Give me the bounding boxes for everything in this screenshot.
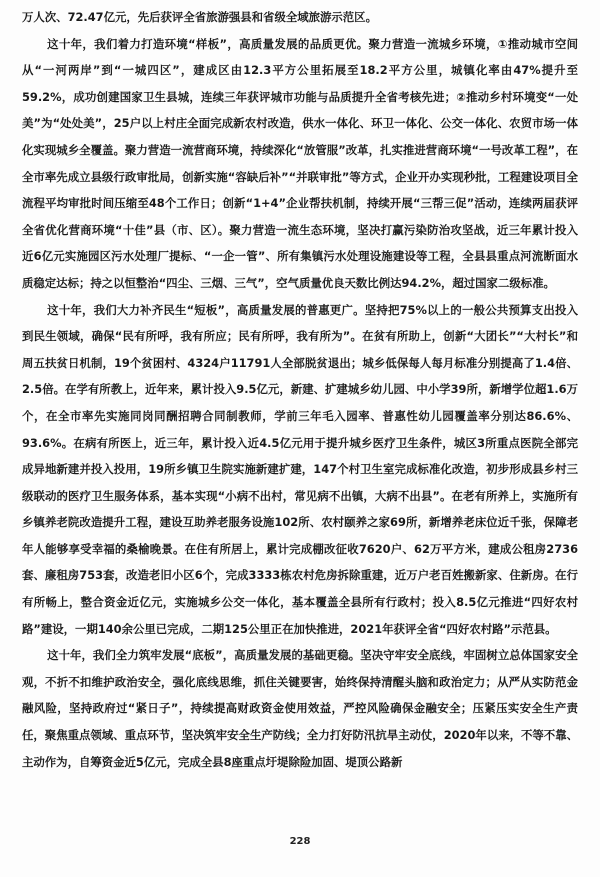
paragraph-environment: 这十年，我们着力打造环境“样板”，高质量发展的品质更优。聚力营造一流城乡环境，①推动城市空间从“一河两岸”到“一城四区”，建成区由12.3平方公里拓展至18.2平方公里，城镇化率由47%提升至59.2%，成功创建国家卫生县城，连续三年获评城市功能与品质提升全省考核先进；②推动乡村环境变“一处美”为“处处美”，25户以上村庄全面完成新农村改造，供水一体化、环卫一体化、公交一体化、农贸市场一体化实现城乡全覆盖。聚力营造一流营商环境，持续深化“放管服”改革，扎实推进营商环境“一号改革工程”，在全市率先成立县级行政审批局，创新实施“容缺后补”“并联审批”等方式，企业开办实现秒批，工程建设项目全流程平均审批时间压缩至48个工作日；创新“1+4”企业帮扶机制，持续开展“三帮三促”活动，连续两届获评全省优化营商环境“十佳”县（市、区）。聚力营造一流生态环境，坚决打赢污染防治攻坚战，近三年累计投入近6亿元实施园区污水处理厂提标、“一企一管”、所有集镇污水处理设施建设等工程，全县县重点河流断面水质稳定达标；持之以恒整治“四尘、三烟、三气”，空气质量优良天数比例达94.2%，超过国家二级标准。 — [22, 36, 578, 290]
paragraph-livelihood: 这十年，我们大力补齐民生“短板”，高质量发展的普惠更广。坚持把75%以上的一般公共预算支出投入到民生领域，确保“民有所呼，我有所应；民有所呼，我有所为”。在贫有所助上，创新“大团长”“大村长”和周五扶贫日机制，19个贫困村、4324户11791人全部脱贫退出；城乡低保每人每月标准分别提高了1.4倍、2.5倍。在学有所教上，近年来，累计投入9.5亿元，新建、扩建城乡幼儿园、中小学39所，新增学位超1.6万个，在全市率先实施同岗同酬招聘合同制教师，学前三年毛入园率、普惠性幼儿园覆盖率分别达86.6%、93.6%。在病有所医上，近三年，累计投入近4.5亿元用于提升城乡医疗卫生条件，城区3所重点医院全部完成异地新建并投入投用，19所乡镇卫生院实施新建扩建，147个村卫生室完成标准化改造，初步形成县乡村三级联动的医疗卫生服务体系，基本实现“小病不出村，常见病不出镇，大病不出县”。在老有所养上，实施所有乡镇养老院改造提升工程，建设互助养老服务设施102所、农村颐养之家69所，新增养老床位近千张，保障老年人能够享受幸福的桑榆晚景。在住有所居上，累计完成棚改征收7620户、62万平方米，建成公租房2736套、廉租房753套，改造老旧小区6个，完成3333栋农村危房拆除重建，近万户老百姓搬新家、住新房。在行有所畅上，整合资金近亿元，实施城乡公交一体化，基本覆盖全县所有行政村；投入8.5亿元推进“四好农村路”建设，一期140余公里已完成，二期125公里正在加快推进，2021年获评全省“四好农村路”示范县。 — [22, 302, 578, 636]
body-text — [22, 4, 578, 775]
page-number: 228 — [289, 836, 311, 847]
paragraph-continuation: 万人次、72.47亿元，先后获评全省旅游强县和省级全域旅游示范区。 — [22, 10, 377, 24]
paragraph-foundation: 这十年，我们全力筑牢发展“底板”，高质量发展的基础更稳。坚决守牢安全底线，牢固树立总体国家安全观，不折不扣维护政治安全，强化底线思维，抓住关键要害，始终保持清醒头脑和政治定力；从严从实防范金融风险，坚持政府过“紧日子”，持续提高财政资金使用效益，严控风险确保金融安全；压紧压实安全生产责任，聚焦重点领域、重点环节，坚决筑牢安全生产防线；全力打好防汛抗旱主动仗，2020年以来，不等不靠、主动作为，自筹资金近5亿元，完成全县8座重点圩堤除险加固、堤顶公路新 — [22, 648, 578, 769]
